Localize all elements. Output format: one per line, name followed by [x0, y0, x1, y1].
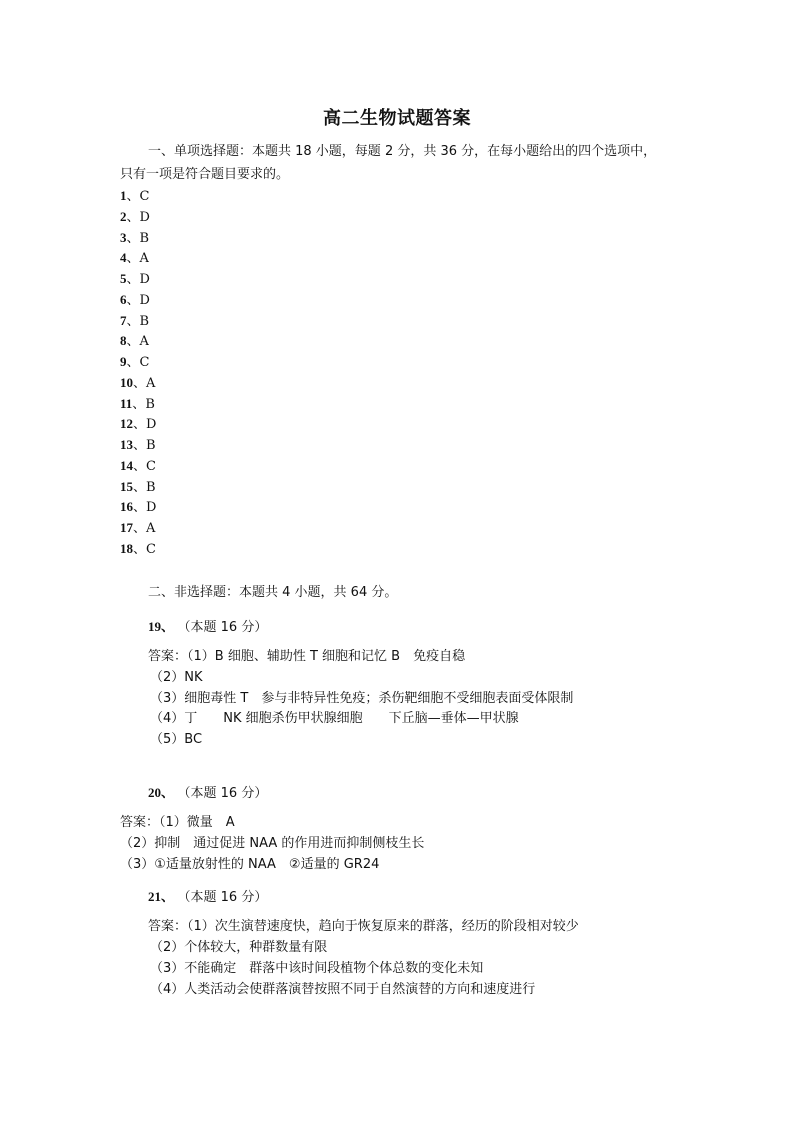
answer-separator: 、 — [126, 355, 140, 370]
answer-choice: B — [146, 438, 156, 453]
answer-number: 17 — [120, 520, 133, 535]
answer-separator: 、 — [126, 272, 140, 287]
answer-number: 5 — [120, 271, 127, 286]
q21-answer-line-4: （4）人类活动会使群落演替按照不同于自然演替的方向和速度进行 — [150, 982, 536, 997]
answer-number: 12 — [120, 416, 133, 431]
answer-separator: 、 — [133, 521, 147, 536]
answer-number: 2 — [120, 209, 127, 224]
answer-separator: 、 — [126, 334, 140, 349]
answer-choice: A — [139, 251, 149, 266]
question-20-header — [148, 784, 267, 803]
answer-separator: 、 — [133, 480, 147, 495]
answer-separator: 、 — [126, 189, 140, 204]
answer-choice: B — [145, 397, 155, 412]
answer-choice: B — [146, 480, 156, 495]
question-number: 21、 — [148, 889, 175, 904]
answer-choice: D — [139, 210, 150, 225]
answer-choice: B — [139, 314, 150, 329]
answer-separator: 、 — [133, 376, 147, 391]
answer-item — [120, 291, 150, 310]
page-title: 高二生物试题答案 — [323, 108, 471, 129]
answer-separator: 、 — [132, 397, 146, 412]
q21-answer-line-1: 答案：（1）次生演替速度快，趋向于恢复原来的群落，经历的阶段相对较少 — [148, 919, 579, 934]
answer-separator: 、 — [126, 210, 140, 225]
answer-item — [120, 208, 150, 227]
answer-number: 16 — [120, 499, 133, 514]
answer-separator: 、 — [133, 542, 147, 557]
answer-number: 10 — [120, 375, 133, 390]
q19-answer-line-4: （4）丁 NK 细胞杀伤甲状腺细胞 下丘脑—垂体—甲状腺 — [150, 711, 519, 726]
question-21-header — [148, 888, 267, 907]
answer-number: 11 — [120, 396, 133, 411]
answer-choice: A — [146, 376, 156, 391]
answer-item — [120, 249, 149, 268]
answer-choice: C — [139, 189, 150, 204]
q19-answer-line-2: （2）NK — [150, 670, 203, 685]
q20-answer-line-3: （3）①适量放射性的 NAA ②适量的 GR24 — [120, 857, 380, 872]
answer-separator: 、 — [126, 314, 140, 329]
answer-choice: B — [139, 231, 150, 246]
answer-separator: 、 — [133, 500, 147, 515]
answer-number: 9 — [120, 354, 127, 369]
answer-separator: 、 — [133, 438, 147, 453]
q19-answer-line-5: （5）BC — [150, 732, 203, 747]
question-number: 20、 — [148, 785, 175, 800]
answer-choice: D — [146, 500, 157, 515]
answer-choice: C — [146, 459, 156, 474]
answer-separator: 、 — [126, 293, 140, 308]
answer-item — [120, 229, 149, 248]
answer-item — [120, 415, 156, 434]
question-score: （本题 16 分） — [184, 786, 268, 801]
answer-number: 18 — [120, 541, 133, 556]
answer-item — [120, 457, 156, 476]
q19-answer-line-1: 答案：（1）B 细胞、辅助性 T 细胞和记忆 B 免疫自稳 — [148, 649, 466, 664]
q19-answer-line-3: （3）细胞毒性 T 参与非特异性免疫；杀伤靶细胞不受细胞表面受体限制 — [150, 691, 574, 706]
answer-number: 4 — [120, 250, 127, 265]
answer-item — [120, 332, 149, 351]
answer-item — [120, 374, 155, 393]
question-score: （本题 16 分） — [184, 620, 268, 635]
answer-number: 14 — [120, 458, 133, 473]
section1-intro-line1: 一、单项选择题：本题共 18 小题，每题 2 分，共 36 分，在每小题给出的四个选项中， — [148, 144, 657, 159]
question-19-header — [148, 618, 267, 637]
question-score: （本题 16 分） — [184, 890, 268, 905]
question-number: 19、 — [148, 619, 175, 634]
section1-intro-line2: 只有一项是符合题目要求的。 — [120, 167, 290, 182]
answer-number: 1 — [120, 188, 127, 203]
q20-answer-line-1: 答案：（1）微量 A — [120, 815, 235, 830]
answer-separator: 、 — [126, 231, 140, 246]
answer-number: 13 — [120, 437, 133, 452]
q20-answer-line-2: （2）抑制 通过促进 NAA 的作用进而抑制侧枝生长 — [120, 836, 425, 851]
answer-number: 8 — [120, 333, 127, 348]
answer-number: 6 — [120, 292, 127, 307]
answer-item — [120, 353, 149, 372]
answer-number: 15 — [120, 479, 133, 494]
answer-choice: D — [139, 293, 150, 308]
answer-item — [120, 270, 150, 289]
answer-separator: 、 — [126, 251, 140, 266]
answer-choice: D — [146, 417, 157, 432]
answer-item — [120, 436, 156, 455]
answer-item — [120, 395, 155, 414]
answer-item — [120, 540, 156, 559]
answer-item — [120, 478, 156, 497]
answer-number: 7 — [120, 313, 127, 328]
answer-separator: 、 — [133, 417, 147, 432]
answer-choice: C — [146, 542, 156, 557]
q21-answer-line-2: （2）个体较大，种群数量有限 — [150, 940, 328, 955]
answer-separator: 、 — [133, 459, 147, 474]
answer-choice: C — [139, 355, 150, 370]
answer-item — [120, 519, 155, 538]
answer-choice: A — [146, 521, 156, 536]
answer-item — [120, 312, 149, 331]
answer-item — [120, 498, 156, 517]
answer-choice: A — [139, 334, 149, 349]
answer-choice: D — [139, 272, 150, 287]
answer-item — [120, 187, 149, 206]
section2-intro: 二、非选择题：本题共 4 小题，共 64 分。 — [148, 585, 398, 600]
answer-number: 3 — [120, 230, 127, 245]
q21-answer-line-3: （3）不能确定 群落中该时间段植物个体总数的变化未知 — [150, 961, 484, 976]
